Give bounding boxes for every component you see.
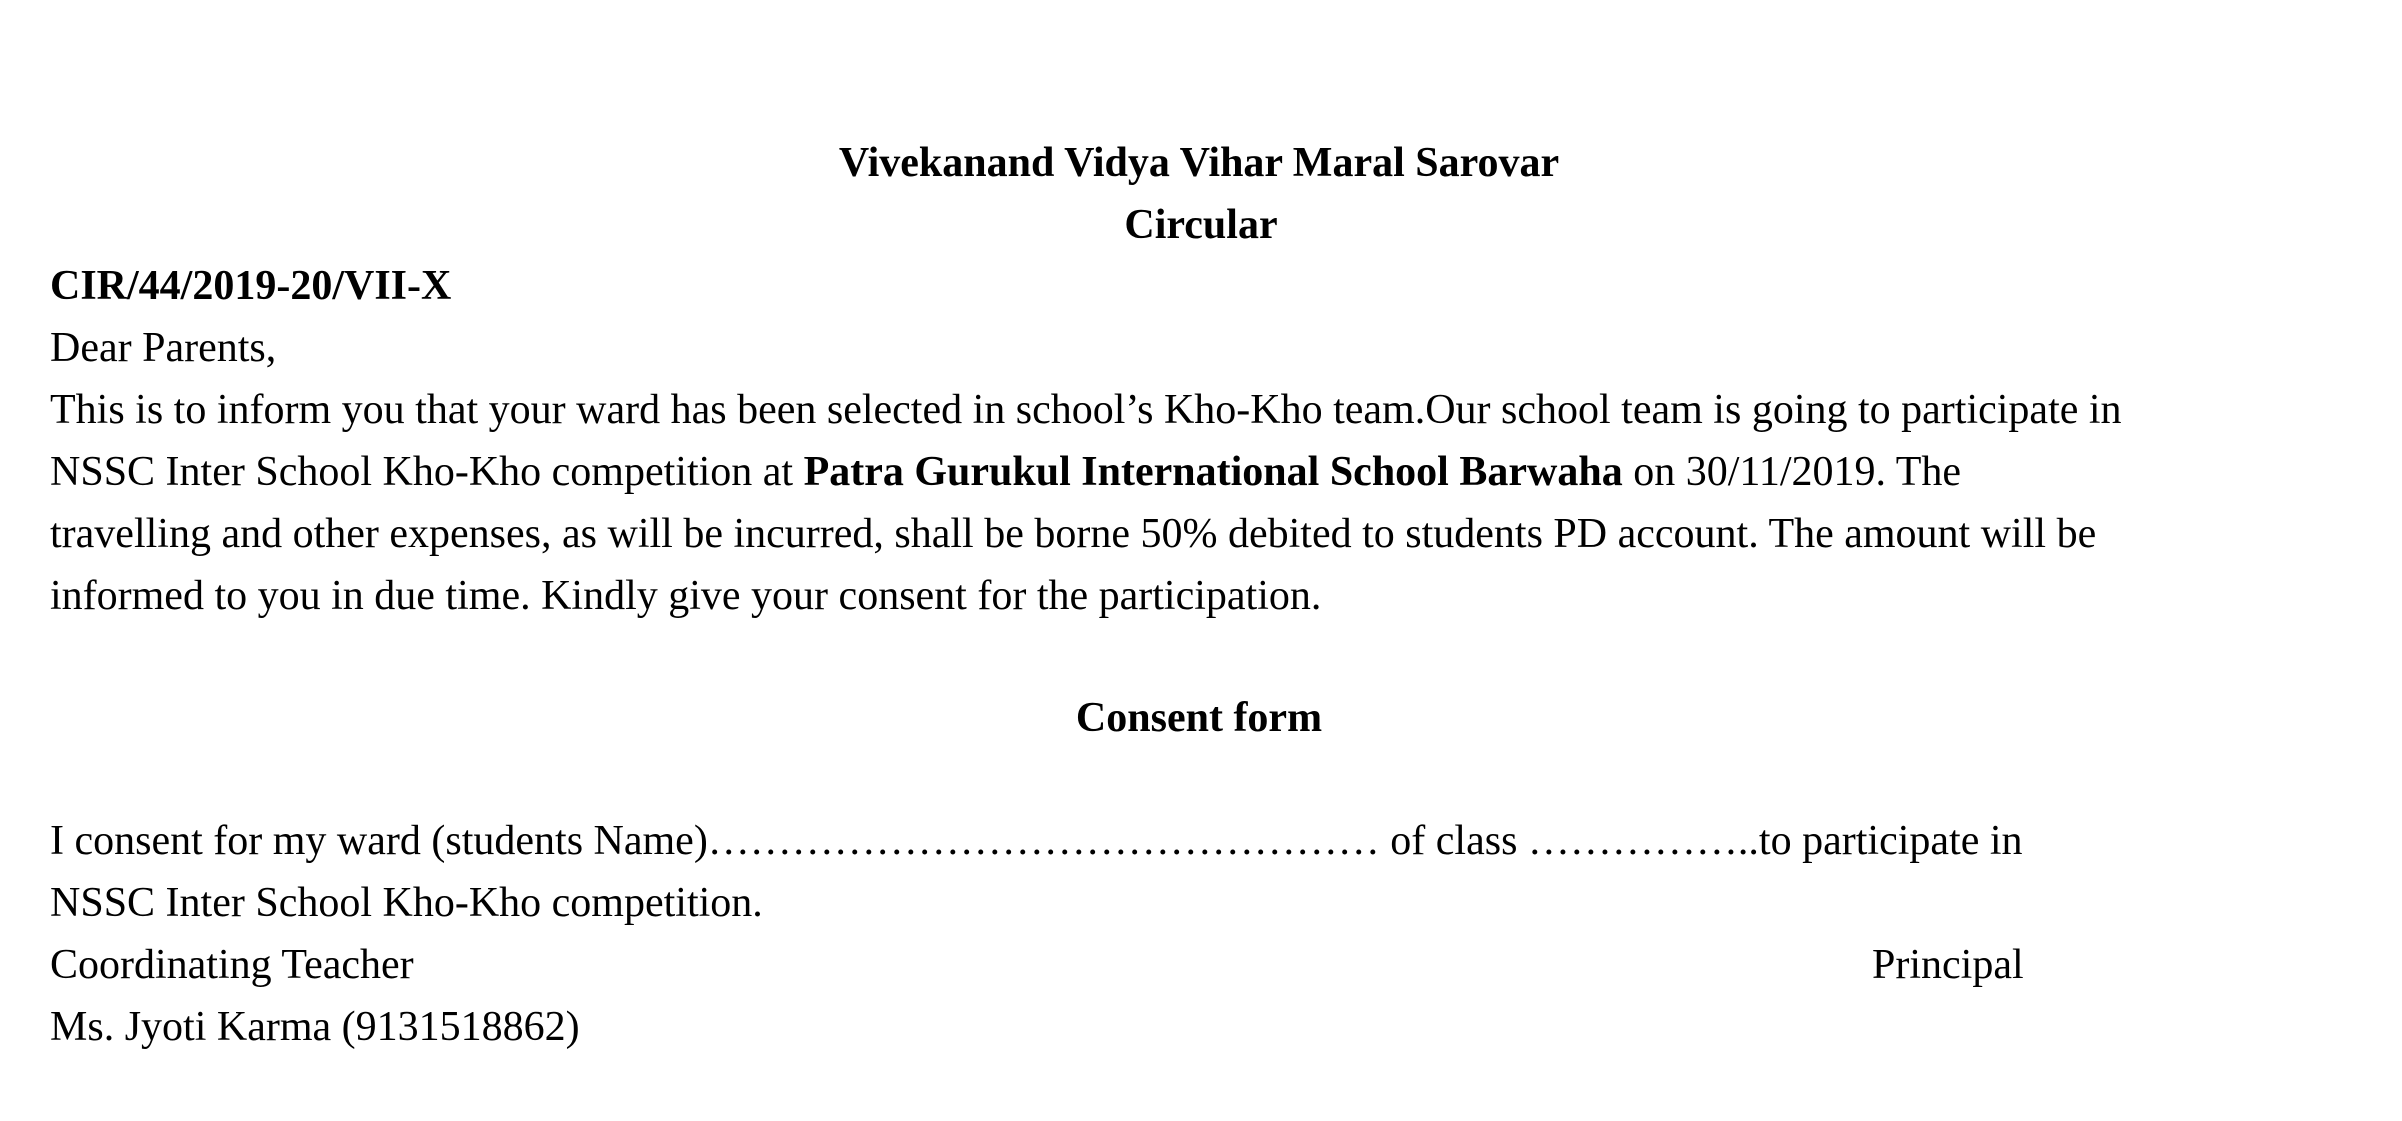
school-name: Vivekanand Vidya Vihar Maral Sarovar bbox=[838, 140, 1560, 186]
coordinating-teacher-label: Coordinating Teacher bbox=[50, 942, 414, 988]
letter-body-line-2 bbox=[50, 441, 1961, 503]
document-title: Circular bbox=[1124, 202, 1278, 248]
letter-body-line-4: informed to you in due time. Kindly give your consent for the participation. bbox=[50, 573, 1322, 619]
coordinating-teacher-name: Ms. Jyoti Karma (9131518862) bbox=[50, 1004, 580, 1050]
consent-form-heading: Consent form bbox=[1075, 695, 1323, 741]
principal-label: Principal bbox=[1872, 942, 2024, 988]
venue-name: Patra Gurukul International School Barwaha bbox=[803, 449, 1623, 495]
letter-body-line-2-end: on 30/11/2019. The bbox=[1622, 449, 1962, 495]
letter-body-line-3: travelling and other expenses, as will be incurred, shall be borne 50% debited to students PD account. The amount will be bbox=[50, 511, 2097, 557]
letter-body-line-1: This is to inform you that your ward has been selected in school’s Kho-Kho team.Our school team is going to participate in bbox=[50, 387, 2122, 433]
circular-reference: CIR/44/2019-20/VII-X bbox=[50, 263, 452, 309]
consent-line-2: NSSC Inter School Kho-Kho competition. bbox=[50, 880, 763, 926]
salutation: Dear Parents, bbox=[50, 325, 277, 371]
letter-body-line-2-start: NSSC Inter School Kho-Kho competition at bbox=[50, 449, 804, 495]
consent-line-1: I consent for my ward (students Name)………………………………………… of class ……………..to participate in bbox=[50, 818, 2023, 864]
